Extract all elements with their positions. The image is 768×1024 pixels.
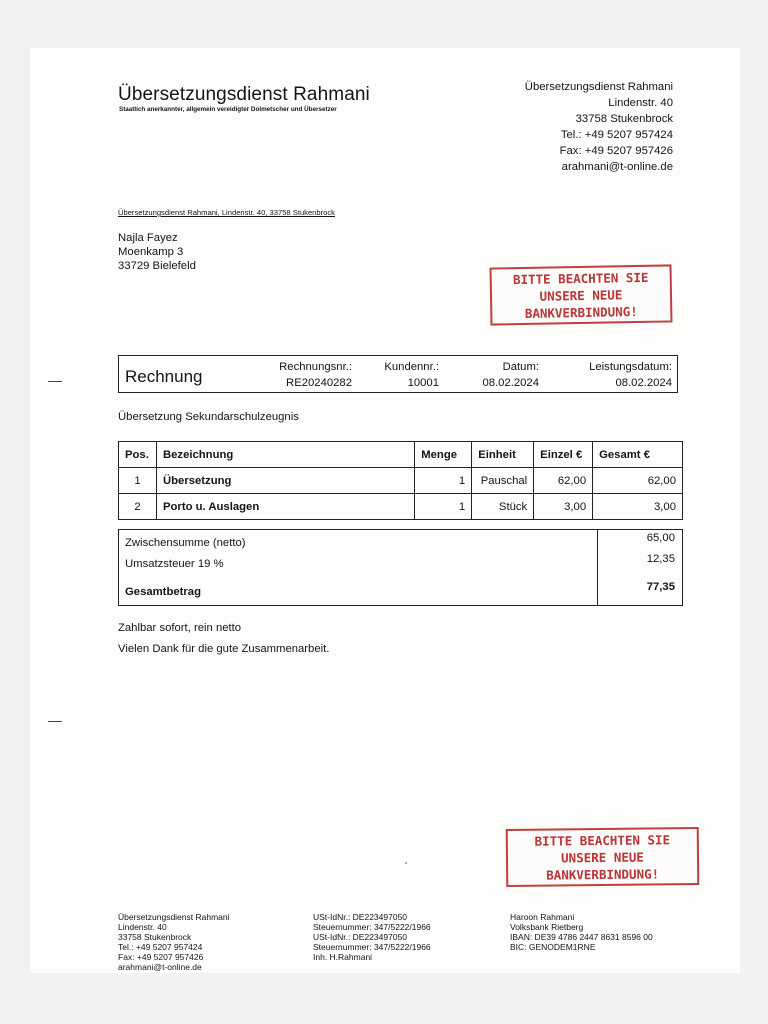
footer-line: 33758 Stukenbrock <box>118 932 192 942</box>
col-header-description: Bezeichnung <box>156 442 414 468</box>
col-header-unit: Einheit <box>472 442 534 468</box>
footer-line: Tel.: +49 5207 957424 <box>118 942 203 952</box>
sender-street: Lindenstr. 40 <box>608 97 673 109</box>
row-unit: Pauschal <box>472 468 534 494</box>
date-value: 08.02.2024 <box>482 377 539 389</box>
doc-type-label: Rechnung <box>125 367 203 386</box>
row-unit-price: 62,00 <box>534 468 593 494</box>
footer-line: Inh. H.Rahmani <box>313 952 373 962</box>
service-date-value: 08.02.2024 <box>615 377 672 389</box>
row-description: Übersetzung <box>156 468 414 494</box>
row-pos: 1 <box>119 468 157 494</box>
footer-line: Lindenstr. 40 <box>118 922 167 932</box>
punch-mark <box>48 721 62 722</box>
footer-line: arahmani@t-online.de <box>118 962 202 972</box>
row-total: 3,00 <box>593 494 683 520</box>
stamp-line-3: BANKVERBINDUNG! <box>546 866 660 883</box>
row-total: 62,00 <box>593 468 683 494</box>
invoice-number-field <box>279 359 352 391</box>
row-unit-price: 3,00 <box>534 494 593 520</box>
totals-divider <box>597 530 598 605</box>
invoice-number-label: Rechnungsnr.: <box>279 361 352 373</box>
stamp-line-1: BITTE BEACHTEN SIE <box>534 832 671 849</box>
table-row <box>119 494 683 520</box>
sender-city: 33758 Stukenbrock <box>575 113 673 125</box>
invoice-header-box <box>118 355 678 393</box>
row-quantity: 1 <box>415 494 472 520</box>
company-tagline: Staatlich anerkannter, allgemein vereidigter Dolmetscher und Übersetzer <box>119 106 337 113</box>
items-table <box>118 441 683 520</box>
footer-line: IBAN: DE39 4786 2447 8631 8596 00 <box>510 932 653 942</box>
row-quantity: 1 <box>415 468 472 494</box>
return-address-line: Übersetzungsdienst Rahmani, Lindenstr. 40, 33758 Stukenbrock <box>118 208 335 217</box>
footer-contact <box>118 912 230 972</box>
recipient-city: 33729 Bielefeld <box>118 260 196 272</box>
stamp-line-2: UNSERE NEUE <box>561 849 644 866</box>
sender-address <box>525 79 673 175</box>
sender-phone: Tel.: +49 5207 957424 <box>560 129 673 141</box>
fold-mark <box>48 381 62 382</box>
col-header-pos: Pos. <box>119 442 157 468</box>
col-header-unit-price: Einzel € <box>534 442 593 468</box>
customer-number-label: Kundennr.: <box>384 361 439 373</box>
recipient-name: Najla Fayez <box>118 232 178 244</box>
grand-total-value: 77,35 <box>646 581 675 593</box>
footer-line: USt-IdNr.: DE223497050 <box>313 912 408 922</box>
stamp-line-1: BITTE BEACHTEN SIE <box>512 269 649 288</box>
footer-line: Fax: +49 5207 957426 <box>118 952 204 962</box>
sender-fax: Fax: +49 5207 957426 <box>559 145 673 157</box>
totals-box <box>118 529 683 606</box>
row-pos: 2 <box>119 494 157 520</box>
footer-line: BIC: GENODEM1RNE <box>510 942 596 952</box>
footer-tax-info <box>313 912 431 962</box>
footer-bank-details <box>510 912 653 952</box>
scan-speck <box>405 862 407 864</box>
subtotal-value: 65,00 <box>646 532 675 544</box>
footer-line: Steuernummer: 347/5222/1966 <box>313 942 431 952</box>
subtotal-label: Zwischensumme (netto) <box>125 537 246 549</box>
recipient-street: Moenkamp 3 <box>118 246 184 258</box>
table-header-row <box>119 442 683 468</box>
bank-change-stamp <box>490 264 673 325</box>
table-row <box>119 468 683 494</box>
tax-value: 12,35 <box>646 553 675 565</box>
customer-number-field <box>384 359 439 391</box>
row-description: Porto u. Auslagen <box>156 494 414 520</box>
company-name: Übersetzungsdienst Rahmani <box>118 84 370 105</box>
customer-number-value: 10001 <box>407 377 439 389</box>
date-field <box>482 359 539 391</box>
service-date-label: Leistungsdatum: <box>589 361 672 373</box>
bank-change-stamp-footer <box>506 827 700 887</box>
col-header-total: Gesamt € <box>593 442 683 468</box>
footer-line: Übersetzungsdienst Rahmani <box>118 912 230 922</box>
row-unit: Stück <box>472 494 534 520</box>
col-header-quantity: Menge <box>415 442 472 468</box>
grand-total-label: Gesamtbetrag <box>125 586 201 598</box>
recipient-address <box>118 231 196 273</box>
footer-line: USt-IdNr.: DE223497050 <box>313 932 408 942</box>
invoice-number-value: RE20240282 <box>286 377 352 389</box>
thanks-note: Vielen Dank für die gute Zusammenarbeit. <box>118 643 330 655</box>
invoice-subject: Übersetzung Sekundarschulzeugnis <box>118 411 299 423</box>
footer-line: Volksbank Rietberg <box>510 922 584 932</box>
footer-line: Haroon Rahmani <box>510 912 575 922</box>
payment-terms: Zahlbar sofort, rein netto <box>118 622 242 634</box>
tax-label: Umsatzsteuer 19 % <box>125 558 224 570</box>
service-date-field <box>589 359 672 391</box>
stamp-line-2: UNSERE NEUE <box>539 287 623 304</box>
stamp-line-3: BANKVERBINDUNG! <box>524 304 638 321</box>
sender-email: arahmani@t-online.de <box>561 161 673 173</box>
sender-name: Übersetzungsdienst Rahmani <box>524 81 673 93</box>
date-label: Datum: <box>502 361 539 373</box>
footer-line: Steuernummer: 347/5222/1966 <box>313 922 431 932</box>
